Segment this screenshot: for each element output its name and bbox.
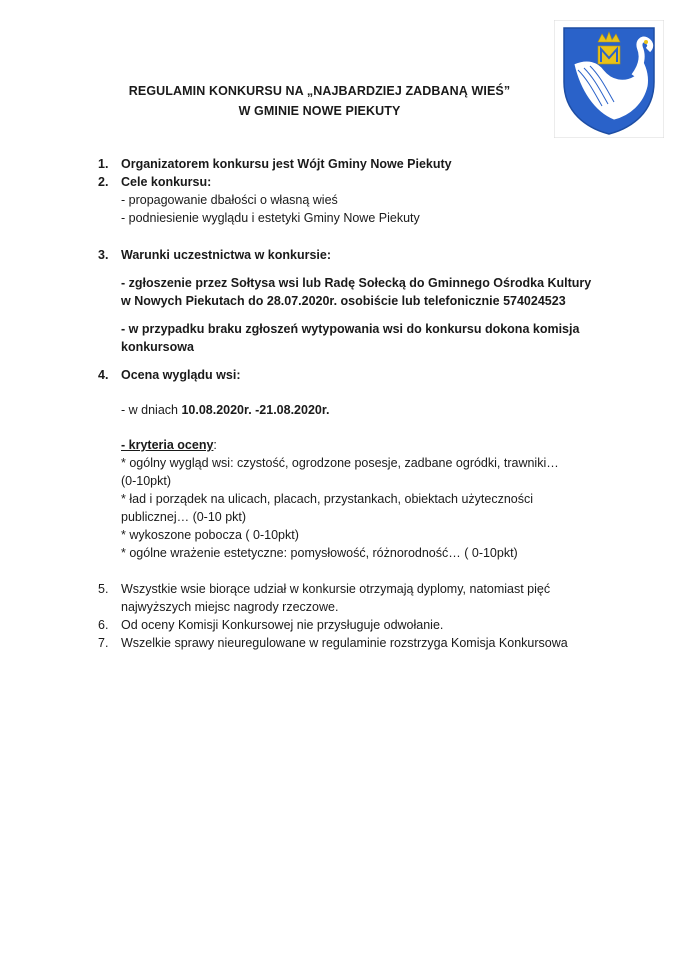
document-title-line-2: W GMINIE NOWE PIEKUTY bbox=[238, 104, 401, 118]
condition-line: konkursowa bbox=[121, 340, 194, 354]
item-number: 4. bbox=[98, 368, 109, 382]
item-number: 6. bbox=[98, 618, 109, 632]
evaluation-dates-value: 10.08.2020r. -21.08.2020r. bbox=[181, 403, 330, 417]
item-no-appeal: Od oceny Komisji Konkursowej nie przysługuje odwołanie. bbox=[121, 618, 444, 632]
criteria-line: * wykoszone pobocza ( 0-10pkt) bbox=[121, 528, 299, 542]
condition-line: w Nowych Piekutach do 28.07.2020r. osobiście lub telefonicznie 574024523 bbox=[121, 294, 566, 308]
criteria-colon: : bbox=[213, 438, 217, 452]
criteria-line: publicznej… (0-10 pkt) bbox=[121, 510, 247, 524]
goal-item: - propagowanie dbałości o własną wieś bbox=[121, 193, 338, 207]
item-other-matters: Wszelkie sprawy nieuregulowane w regulaminie rozstrzyga Komisja Konkursowa bbox=[121, 636, 568, 650]
criteria-line: * ogólne wrażenie estetyczne: pomysłowość, różnorodność… ( 0-10pkt) bbox=[121, 546, 518, 560]
item-number: 7. bbox=[98, 636, 109, 650]
item-organizer: Organizatorem konkursu jest Wójt Gminy Nowe Piekuty bbox=[121, 157, 452, 171]
item-number: 2. bbox=[98, 175, 109, 189]
item-goals-heading: Cele konkursu: bbox=[121, 175, 212, 189]
condition-line: - zgłoszenie przez Sołtysa wsi lub Radę Sołecką do Gminnego Ośrodka Kultury bbox=[121, 276, 592, 290]
document-title-line-1: REGULAMIN KONKURSU NA „NAJBARDZIEJ ZADBANĄ WIEŚ” bbox=[128, 84, 511, 98]
evaluation-dates bbox=[121, 401, 330, 419]
item-number: 3. bbox=[98, 248, 109, 262]
criteria-heading bbox=[121, 436, 217, 454]
item-evaluation-heading: Ocena wyglądu wsi: bbox=[121, 368, 241, 382]
coat-of-arms-logo bbox=[554, 20, 664, 138]
item-awards: Wszystkie wsie biorące udział w konkursie otrzymają dyplomy, natomiast pięć bbox=[121, 582, 551, 596]
criteria-line: (0-10pkt) bbox=[121, 474, 172, 488]
criteria-line: * ogólny wygląd wsi: czystość, ogrodzone posesje, zadbane ogródki, trawniki… bbox=[121, 456, 559, 470]
criteria-label: - kryteria oceny bbox=[121, 438, 214, 452]
item-conditions-heading: Warunki uczestnictwa w konkursie: bbox=[121, 248, 332, 262]
condition-line: - w przypadku braku zgłoszeń wytypowania wsi do konkursu dokona komisja bbox=[121, 322, 580, 336]
item-number: 1. bbox=[98, 157, 109, 171]
criteria-line: * ład i porządek na ulicach, placach, przystankach, obiektach użyteczności bbox=[121, 492, 534, 506]
evaluation-dates-prefix: - w dniach bbox=[121, 403, 182, 417]
item-awards-continued: najwyższych miejsc nagrody rzeczowe. bbox=[121, 600, 339, 614]
item-number: 5. bbox=[98, 582, 109, 596]
goal-item: - podniesienie wyglądu i estetyki Gminy Nowe Piekuty bbox=[121, 211, 420, 225]
